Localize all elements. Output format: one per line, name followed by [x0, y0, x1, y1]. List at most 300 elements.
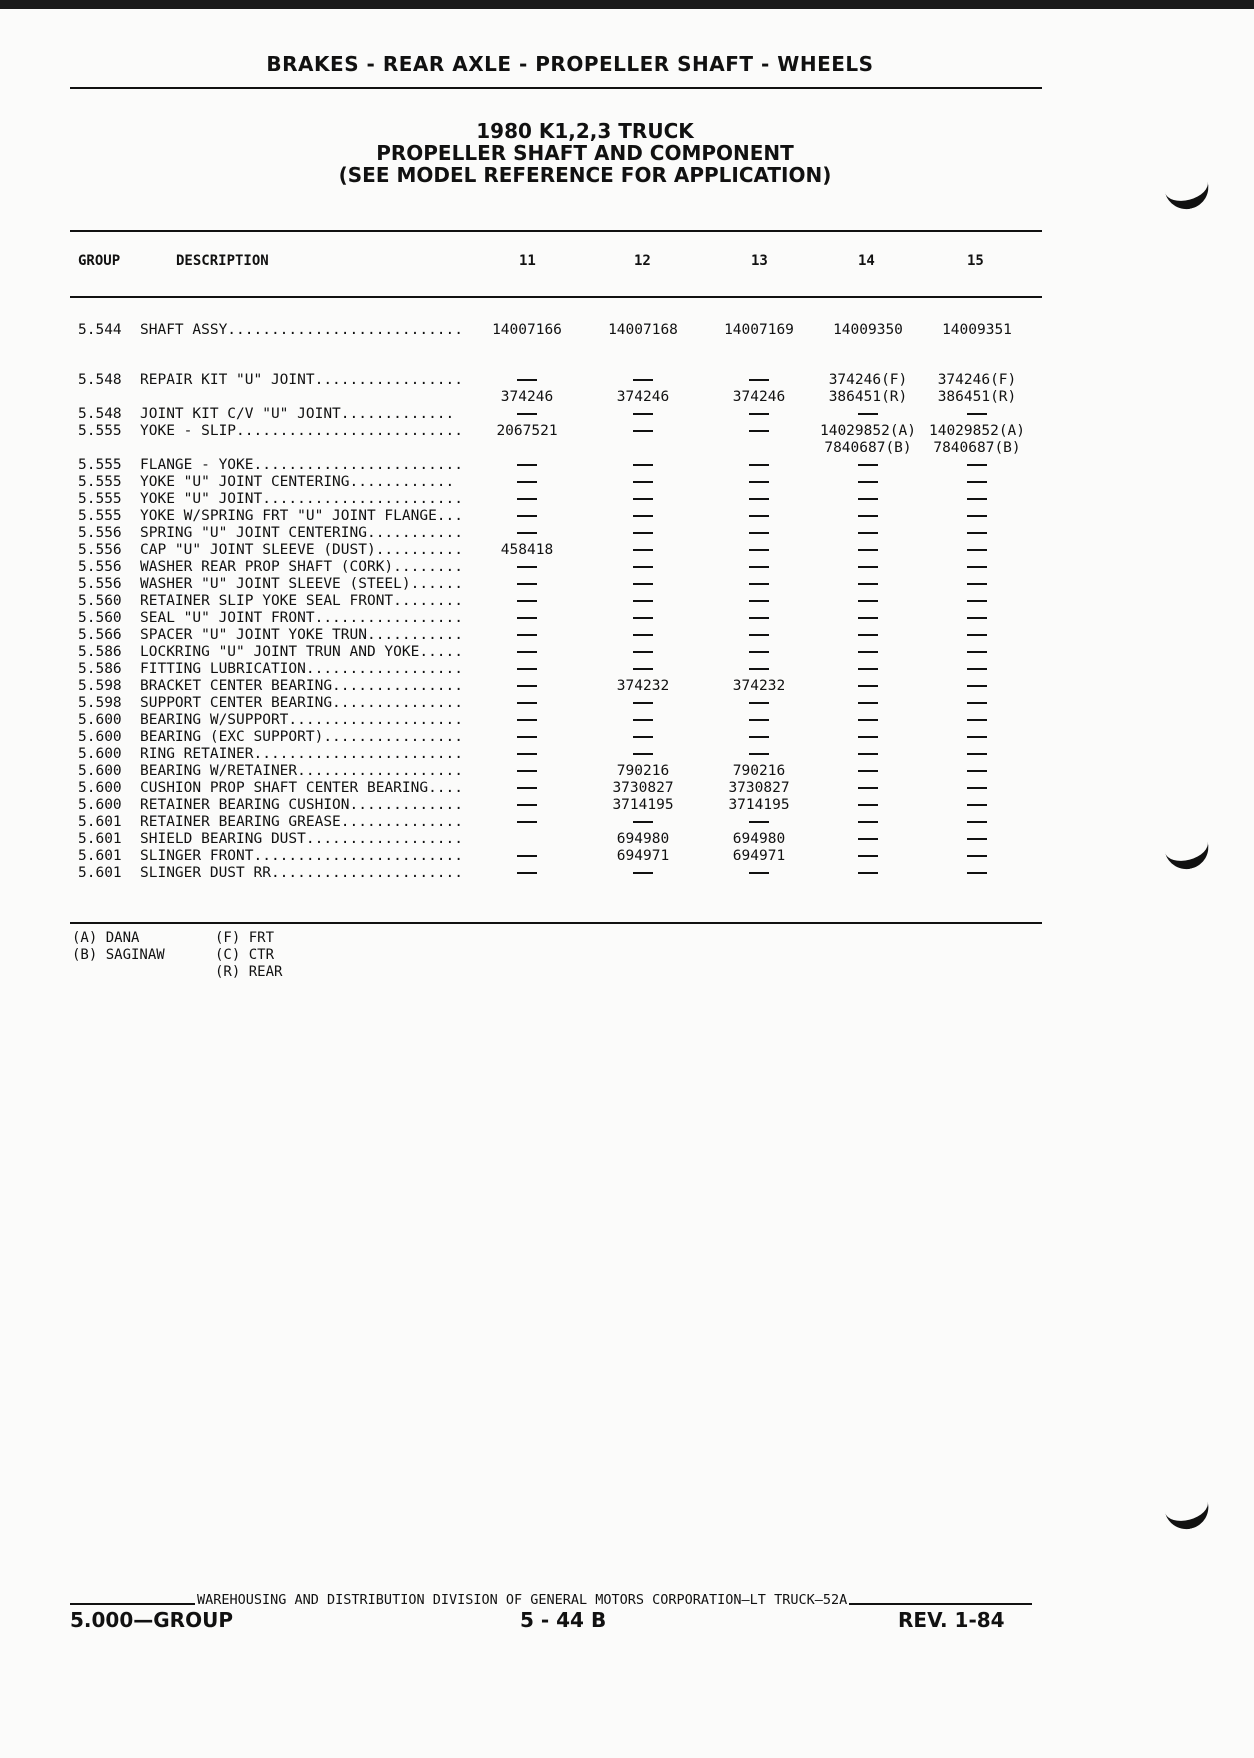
- dash-mark: [517, 651, 537, 653]
- legend-item: (C) CTR: [215, 947, 275, 963]
- row-cell-12: [588, 576, 698, 592]
- row-cell-11: [472, 508, 582, 524]
- row-cell-15: [922, 865, 1032, 881]
- row-cell-15: [922, 644, 1032, 660]
- row-cell-14: [813, 559, 923, 575]
- row-cell-13: [704, 712, 814, 728]
- row-cell-14: [813, 831, 923, 847]
- row-cell-14: 14009350: [833, 322, 903, 338]
- row-cell-11: [472, 559, 582, 575]
- dash-mark: [858, 617, 878, 619]
- row-cell-13: [704, 423, 814, 439]
- row-cell-12: [588, 423, 698, 439]
- dash-mark: [967, 617, 987, 619]
- dash-mark: [858, 736, 878, 738]
- row-cell-15: 14009351: [942, 322, 1012, 338]
- legend-item: (B) SAGINAW: [72, 947, 165, 963]
- row-cell-13: 374246: [732, 389, 786, 405]
- dash-mark: [633, 481, 653, 483]
- dash-mark: [967, 770, 987, 772]
- row-cell-11: [472, 525, 582, 541]
- row-cell-12: 3730827: [612, 780, 674, 796]
- row-cell-12: [588, 729, 698, 745]
- dash-mark: [967, 498, 987, 500]
- dash-mark: [633, 583, 653, 585]
- row-description: YOKE - SLIP..........................: [140, 423, 464, 439]
- dash-mark: [749, 719, 769, 721]
- dash-mark: [967, 668, 987, 670]
- dash-mark: [633, 430, 653, 432]
- dash-mark: [517, 413, 537, 415]
- row-cell-15: 7840687(B): [933, 440, 1021, 456]
- row-cell-11: [472, 491, 582, 507]
- dash-mark: [967, 872, 987, 874]
- row-cell-15: [922, 406, 1032, 422]
- row-cell-14: 7840687(B): [824, 440, 912, 456]
- row-cell-14: [813, 712, 923, 728]
- row-group: 5.556: [78, 525, 122, 541]
- row-description: YOKE "U" JOINT CENTERING............: [140, 474, 455, 490]
- dash-mark: [967, 736, 987, 738]
- row-cell-13: [704, 491, 814, 507]
- row-cell-14: [813, 457, 923, 473]
- row-description: LOCKRING "U" JOINT TRUN AND YOKE.....: [140, 644, 464, 660]
- row-cell-11: [472, 678, 582, 694]
- row-cell-12: [588, 372, 698, 388]
- dash-mark: [858, 719, 878, 721]
- row-description: FITTING LUBRICATION..................: [140, 661, 464, 677]
- dash-mark: [858, 600, 878, 602]
- dash-mark: [967, 651, 987, 653]
- dash-mark: [967, 855, 987, 857]
- dash-mark: [858, 498, 878, 500]
- row-cell-13: [704, 661, 814, 677]
- table-row: [0, 695, 1254, 712]
- row-cell-13: [704, 746, 814, 762]
- row-group: 5.560: [78, 610, 122, 626]
- row-description: SLINGER FRONT........................: [140, 848, 464, 864]
- row-cell-12: 374246: [616, 389, 670, 405]
- row-cell-12: [588, 695, 698, 711]
- table-row: [0, 491, 1254, 508]
- row-cell-15: [922, 848, 1032, 864]
- row-cell-13: [704, 593, 814, 609]
- table-row: [0, 848, 1254, 865]
- table-row: [0, 746, 1254, 763]
- table-row: [0, 322, 1254, 339]
- row-cell-15: 386451(R): [937, 389, 1017, 405]
- dash-mark: [858, 855, 878, 857]
- table-header-rule: [70, 296, 1042, 298]
- dash-mark: [633, 753, 653, 755]
- dash-mark: [633, 600, 653, 602]
- table-row: [0, 763, 1254, 780]
- table-row: [0, 372, 1254, 389]
- dash-mark: [517, 787, 537, 789]
- dash-mark: [967, 821, 987, 823]
- dash-mark: [967, 804, 987, 806]
- row-group: 5.601: [78, 848, 122, 864]
- dash-mark: [967, 702, 987, 704]
- row-group: 5.600: [78, 729, 122, 745]
- legend-right: [215, 930, 282, 981]
- header-group: GROUP: [78, 253, 121, 269]
- row-cell-15: [922, 576, 1032, 592]
- table-row: [0, 389, 1254, 406]
- dash-mark: [858, 566, 878, 568]
- row-cell-13: [704, 406, 814, 422]
- dash-mark: [633, 515, 653, 517]
- row-cell-13: [704, 525, 814, 541]
- table-row: [0, 712, 1254, 729]
- dash-mark: [633, 668, 653, 670]
- row-cell-15: [922, 508, 1032, 524]
- row-cell-12: [588, 814, 698, 830]
- title-line-1: 1980 K1,2,3 TRUCK: [476, 119, 694, 143]
- dash-mark: [967, 583, 987, 585]
- dash-mark: [517, 583, 537, 585]
- legend-item: (A) DANA: [72, 930, 140, 946]
- row-cell-13: [704, 372, 814, 388]
- row-cell-11: [472, 848, 582, 864]
- footer-page-number: 5 - 44 B: [520, 1608, 607, 1632]
- row-cell-12: [588, 457, 698, 473]
- row-cell-11: [472, 865, 582, 881]
- header-col-11: 11: [519, 253, 536, 269]
- table-row: [0, 406, 1254, 423]
- table-row: [0, 474, 1254, 491]
- dash-mark: [633, 651, 653, 653]
- row-group: 5.560: [78, 593, 122, 609]
- dash-mark: [858, 838, 878, 840]
- row-cell-11: [472, 746, 582, 762]
- row-group: 5.586: [78, 644, 122, 660]
- row-cell-15: [922, 559, 1032, 575]
- dash-mark: [749, 753, 769, 755]
- dash-mark: [517, 464, 537, 466]
- dash-mark: [633, 719, 653, 721]
- row-cell-13: 3730827: [728, 780, 790, 796]
- row-cell-13: [704, 542, 814, 558]
- row-description: RETAINER BEARING CUSHION.............: [140, 797, 464, 813]
- table-row: [0, 457, 1254, 474]
- dash-mark: [858, 481, 878, 483]
- dash-mark: [967, 413, 987, 415]
- dash-mark: [858, 685, 878, 687]
- row-group: 5.600: [78, 797, 122, 813]
- row-cell-13: [704, 627, 814, 643]
- row-cell-13: [704, 559, 814, 575]
- row-cell-11: 14007166: [492, 322, 562, 338]
- table-row: [0, 576, 1254, 593]
- row-cell-14: [813, 542, 923, 558]
- title-line-3: (SEE MODEL REFERENCE FOR APPLICATION): [338, 163, 832, 187]
- row-cell-13: 790216: [732, 763, 786, 779]
- dash-mark: [517, 804, 537, 806]
- row-cell-12: 790216: [616, 763, 670, 779]
- row-group: 5.600: [78, 763, 122, 779]
- dash-mark: [749, 464, 769, 466]
- dash-mark: [749, 872, 769, 874]
- row-description: SPACER "U" JOINT YOKE TRUN...........: [140, 627, 464, 643]
- dash-mark: [858, 770, 878, 772]
- row-description: JOINT KIT C/V "U" JOINT.............: [140, 406, 455, 422]
- row-cell-15: [922, 627, 1032, 643]
- row-cell-15: [922, 610, 1032, 626]
- dash-mark: [633, 413, 653, 415]
- row-group: 5.566: [78, 627, 122, 643]
- row-description: YOKE W/SPRING FRT "U" JOINT FLANGE...: [140, 508, 464, 524]
- row-description: BEARING (EXC SUPPORT)................: [140, 729, 464, 745]
- table-row: [0, 423, 1254, 440]
- row-cell-14: [813, 848, 923, 864]
- dash-mark: [633, 821, 653, 823]
- row-cell-15: [922, 746, 1032, 762]
- dash-mark: [749, 651, 769, 653]
- title-line-2: PROPELLER SHAFT AND COMPONENT: [376, 141, 794, 165]
- row-group: 5.544: [78, 322, 122, 338]
- row-cell-12: [588, 525, 698, 541]
- dash-mark: [967, 532, 987, 534]
- dash-mark: [633, 702, 653, 704]
- row-cell-14: [813, 525, 923, 541]
- dash-mark: [967, 719, 987, 721]
- header-col-14: 14: [858, 253, 875, 269]
- row-cell-14: [813, 610, 923, 626]
- dash-mark: [517, 668, 537, 670]
- row-group: 5.556: [78, 542, 122, 558]
- dash-mark: [517, 379, 537, 381]
- row-group: 5.556: [78, 559, 122, 575]
- row-cell-12: [588, 627, 698, 643]
- dash-mark: [749, 379, 769, 381]
- dash-mark: [858, 634, 878, 636]
- dash-mark: [517, 685, 537, 687]
- legend-left: [72, 930, 165, 964]
- dash-mark: [633, 736, 653, 738]
- table-row: [0, 627, 1254, 644]
- row-cell-15: [922, 814, 1032, 830]
- dash-mark: [517, 600, 537, 602]
- row-cell-14: [813, 576, 923, 592]
- dash-mark: [749, 634, 769, 636]
- row-cell-11: [472, 763, 582, 779]
- table-row: [0, 865, 1254, 882]
- dash-mark: [517, 719, 537, 721]
- dash-mark: [517, 634, 537, 636]
- row-cell-11: [472, 610, 582, 626]
- row-cell-12: [588, 542, 698, 558]
- row-cell-15: [922, 712, 1032, 728]
- dash-mark: [749, 430, 769, 432]
- row-cell-14: [813, 627, 923, 643]
- row-cell-13: 694980: [732, 831, 786, 847]
- dash-mark: [749, 583, 769, 585]
- table-row: [0, 780, 1254, 797]
- row-description: CAP "U" JOINT SLEEVE (DUST)..........: [140, 542, 464, 558]
- dash-mark: [749, 668, 769, 670]
- dash-mark: [749, 600, 769, 602]
- dash-mark: [967, 566, 987, 568]
- row-description: BEARING W/RETAINER...................: [140, 763, 464, 779]
- table-bottom-rule: [70, 922, 1042, 924]
- dash-mark: [967, 600, 987, 602]
- dash-mark: [749, 498, 769, 500]
- table-row: [0, 678, 1254, 695]
- row-group: 5.586: [78, 661, 122, 677]
- dash-mark: [517, 753, 537, 755]
- row-cell-13: [704, 865, 814, 881]
- dash-mark: [749, 821, 769, 823]
- row-cell-15: [922, 525, 1032, 541]
- row-description: RETAINER BEARING GREASE..............: [140, 814, 464, 830]
- dash-mark: [967, 549, 987, 551]
- dash-mark: [517, 532, 537, 534]
- row-cell-15: [922, 678, 1032, 694]
- dash-mark: [858, 651, 878, 653]
- row-cell-14: [813, 729, 923, 745]
- row-group: 5.555: [78, 423, 122, 439]
- footer-division-text: WAREHOUSING AND DISTRIBUTION DIVISION OF GENERAL MOTORS CORPORATION—LT TRUCK—52A: [197, 1592, 848, 1608]
- row-description: WASHER REAR PROP SHAFT (CORK)........: [140, 559, 464, 575]
- row-group: 5.600: [78, 712, 122, 728]
- row-cell-12: 3714195: [612, 797, 674, 813]
- dash-mark: [858, 583, 878, 585]
- table-row: [0, 542, 1254, 559]
- dash-mark: [517, 770, 537, 772]
- dash-mark: [749, 549, 769, 551]
- row-description: SLINGER DUST RR......................: [140, 865, 464, 881]
- row-cell-12: 694980: [616, 831, 670, 847]
- row-cell-11: [472, 661, 582, 677]
- table-row: [0, 797, 1254, 814]
- dash-mark: [517, 821, 537, 823]
- row-cell-14: [813, 865, 923, 881]
- legend-item: (R) REAR: [215, 964, 283, 980]
- row-cell-15: [922, 780, 1032, 796]
- row-cell-15: 14029852(A): [928, 423, 1026, 439]
- section-header: BRAKES - REAR AXLE - PROPELLER SHAFT - WHEELS: [266, 52, 874, 76]
- row-cell-14: [813, 746, 923, 762]
- row-cell-13: [704, 644, 814, 660]
- page-title-block: [0, 120, 1170, 186]
- dash-mark: [858, 804, 878, 806]
- dash-mark: [749, 532, 769, 534]
- row-description: WASHER "U" JOINT SLEEVE (STEEL)......: [140, 576, 464, 592]
- dash-mark: [967, 753, 987, 755]
- row-cell-15: [922, 457, 1032, 473]
- row-cell-11: [472, 576, 582, 592]
- row-cell-13: 3714195: [728, 797, 790, 813]
- binder-clip-mark: [1161, 1485, 1214, 1534]
- row-cell-14: [813, 678, 923, 694]
- row-description: SUPPORT CENTER BEARING...............: [140, 695, 464, 711]
- table-top-rule: [70, 230, 1042, 232]
- row-cell-14: [813, 780, 923, 796]
- row-cell-15: [922, 695, 1032, 711]
- row-cell-12: 694971: [616, 848, 670, 864]
- row-cell-15: [922, 474, 1032, 490]
- row-group: 5.548: [78, 406, 122, 422]
- dash-mark: [749, 481, 769, 483]
- row-cell-13: 14007169: [724, 322, 794, 338]
- row-cell-13: [704, 610, 814, 626]
- row-cell-11: [472, 406, 582, 422]
- row-cell-14: [813, 814, 923, 830]
- row-cell-11: [472, 780, 582, 796]
- row-cell-14: [813, 763, 923, 779]
- dash-mark: [633, 532, 653, 534]
- row-cell-12: [588, 593, 698, 609]
- row-group: 5.555: [78, 491, 122, 507]
- row-description: RING RETAINER........................: [140, 746, 464, 762]
- row-cell-12: [588, 712, 698, 728]
- row-cell-14: [813, 644, 923, 660]
- row-group: 5.555: [78, 474, 122, 490]
- header-col-13: 13: [751, 253, 768, 269]
- row-cell-12: [588, 661, 698, 677]
- dash-mark: [517, 736, 537, 738]
- row-group: 5.601: [78, 814, 122, 830]
- table-row: [0, 593, 1254, 610]
- row-group: 5.555: [78, 457, 122, 473]
- row-cell-15: [922, 542, 1032, 558]
- row-description: SHIELD BEARING DUST..................: [140, 831, 464, 847]
- dash-mark: [858, 753, 878, 755]
- dash-mark: [967, 515, 987, 517]
- row-cell-14: [813, 491, 923, 507]
- row-group: 5.600: [78, 780, 122, 796]
- row-cell-11: [472, 593, 582, 609]
- dash-mark: [967, 838, 987, 840]
- row-cell-12: [588, 491, 698, 507]
- table-row: [0, 525, 1254, 542]
- dash-mark: [858, 413, 878, 415]
- row-group: 5.600: [78, 746, 122, 762]
- row-cell-11: [472, 474, 582, 490]
- row-description: SPRING "U" JOINT CENTERING...........: [140, 525, 464, 541]
- row-cell-15: [922, 593, 1032, 609]
- row-cell-14: [813, 695, 923, 711]
- row-cell-11: [472, 372, 582, 388]
- dash-mark: [967, 634, 987, 636]
- footer-group: 5.000—GROUP: [70, 1608, 233, 1632]
- row-cell-14: 14029852(A): [819, 423, 917, 439]
- table-row: [0, 661, 1254, 678]
- dash-mark: [517, 566, 537, 568]
- dash-mark: [858, 821, 878, 823]
- dash-mark: [517, 872, 537, 874]
- row-cell-14: 386451(R): [828, 389, 908, 405]
- dash-mark: [858, 668, 878, 670]
- row-description: RETAINER SLIP YOKE SEAL FRONT........: [140, 593, 464, 609]
- dash-mark: [858, 787, 878, 789]
- row-cell-14: [813, 406, 923, 422]
- row-description: FLANGE - YOKE........................: [140, 457, 464, 473]
- row-cell-12: 374232: [616, 678, 670, 694]
- row-cell-13: [704, 474, 814, 490]
- row-cell-14: [813, 797, 923, 813]
- top-edge-bar: [0, 0, 1254, 9]
- dash-mark: [633, 464, 653, 466]
- dash-mark: [633, 498, 653, 500]
- table-row: [0, 610, 1254, 627]
- dash-mark: [858, 549, 878, 551]
- dash-mark: [749, 413, 769, 415]
- dash-mark: [517, 498, 537, 500]
- table-row: [0, 559, 1254, 576]
- row-cell-11: [472, 457, 582, 473]
